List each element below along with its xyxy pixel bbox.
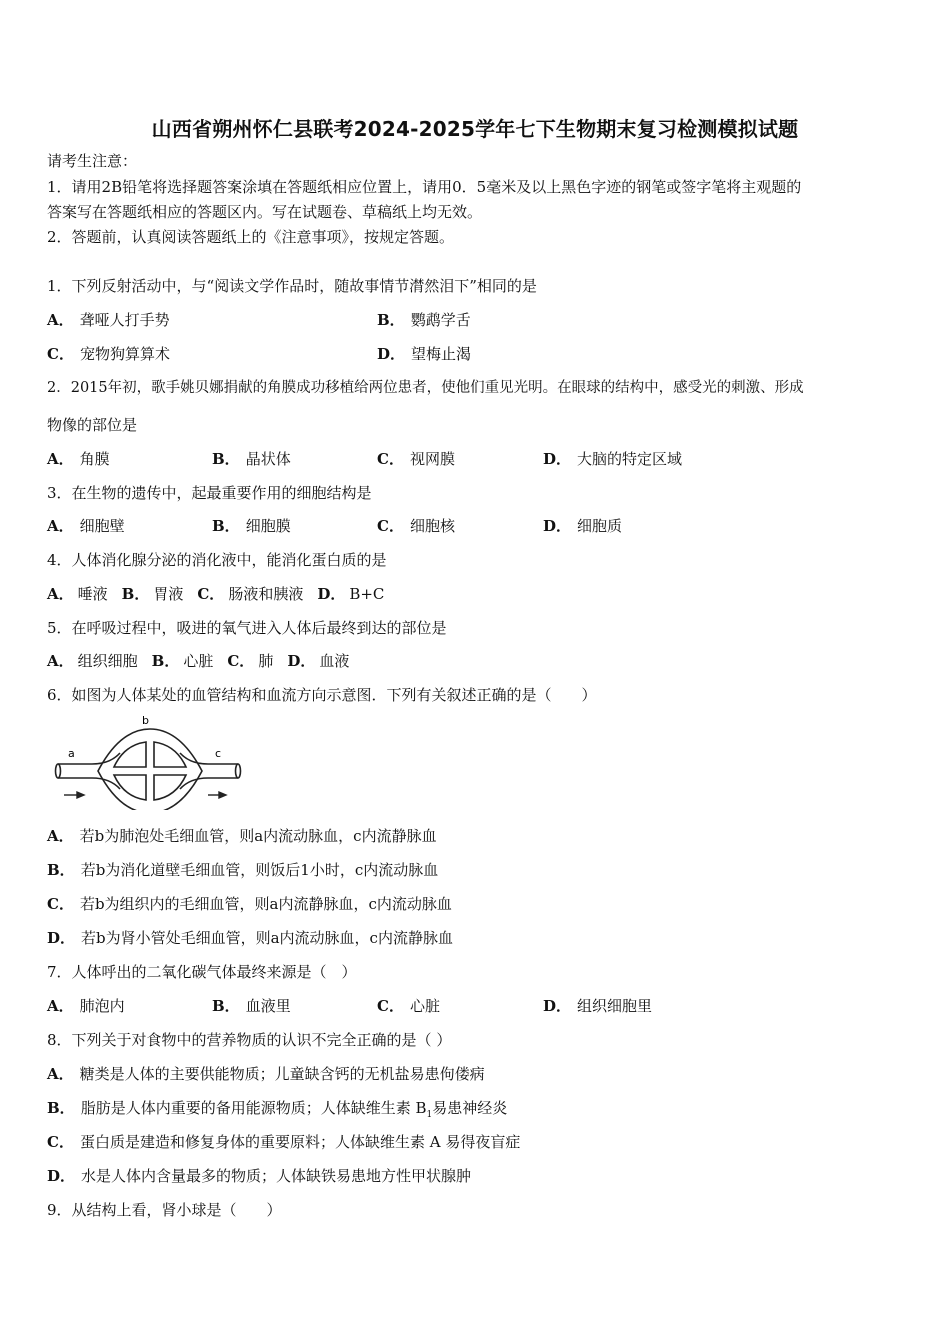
option-text: 细胞膜: [245, 517, 291, 535]
option-label: B．: [212, 450, 240, 468]
vessel-a-end: [56, 764, 61, 778]
option-label: A．: [47, 585, 74, 603]
option-label: C．: [197, 585, 225, 603]
option-label: C．: [227, 652, 255, 670]
arrow-head-icon: [77, 792, 84, 798]
option-label: C．: [377, 450, 404, 468]
vessel-c-top: [180, 753, 238, 764]
option-label: B．: [212, 997, 240, 1015]
blood-vessel-diagram: [50, 715, 250, 810]
notice-item-1: 1．请用2B铅笔将选择题答案涂填在答题纸相应位置上，请用0．5毫米及以上黑色字迹的钢笔或签字笔将主观题的: [47, 178, 802, 196]
option-text: 唾液: [77, 585, 108, 603]
option-label: A．: [47, 652, 74, 670]
notice-item-1-cont: 答案写在答题纸相应的答题区内。写在试题卷、草稿纸上均无效。: [47, 203, 483, 221]
question-4-options: [47, 584, 384, 604]
diagram-label-b: b: [142, 715, 149, 727]
question-3-option-c: [377, 516, 455, 536]
question-6-option-d: [47, 928, 453, 948]
option-label: C．: [47, 895, 74, 913]
option-label: D．: [47, 1167, 76, 1185]
option-label: D．: [287, 652, 316, 670]
question-1-option-a: [47, 310, 170, 330]
question-7-stem: 7．人体呼出的二氧化碳气体最终来源是（ ）: [47, 963, 357, 981]
question-7-option-b: [212, 996, 291, 1016]
question-7-option-a: [47, 996, 125, 1016]
question-5-options: [47, 651, 349, 671]
option-text: 组织细胞里: [577, 997, 653, 1015]
question-2-option-a: [47, 449, 110, 469]
question-6-stem: 6．如图为人体某处的血管结构和血流方向示意图．下列有关叙述正确的是（ ）: [47, 686, 597, 704]
option-text: 视网膜: [409, 450, 455, 468]
option-text: 肠液和胰液: [228, 585, 304, 603]
option-text: 细胞壁: [79, 517, 125, 535]
option-label: B．: [121, 585, 150, 603]
option-label: C．: [377, 517, 404, 535]
option-text: 宠物狗算算术: [79, 345, 170, 363]
option-text: 大脑的特定区域: [577, 450, 683, 468]
option-text: 细胞质: [577, 517, 623, 535]
option-label: A．: [47, 517, 74, 535]
option-text: 组织细胞: [77, 652, 138, 670]
option-text: 心脏: [409, 997, 440, 1015]
question-8-option-b: [47, 1098, 507, 1125]
option-text: 水是人体内含量最多的物质；人体缺铁易患地方性甲状腺肿: [81, 1167, 472, 1185]
option-text: 鹦鹉学舌: [410, 311, 471, 329]
notice-heading: 请考生注意：: [47, 152, 138, 170]
option-text: 角膜: [79, 450, 110, 468]
option-label: B．: [377, 311, 405, 329]
option-label: D．: [543, 517, 572, 535]
option-text: 血液里: [245, 997, 291, 1015]
question-2-option-b: [212, 449, 291, 469]
option-label: D．: [47, 929, 76, 947]
question-4-stem: 4．人体消化腺分泌的消化液中，能消化蛋白质的是: [47, 551, 387, 569]
option-text-cont: 易患神经炎: [432, 1099, 508, 1117]
option-label: A．: [47, 1065, 74, 1083]
option-text: 蛋白质是建造和修复身体的重要原料；人体缺维生素 A 易得夜盲症: [79, 1133, 521, 1151]
question-1-stem: 1．下列反射活动中，与“阅读文学作品时，随故事情节潸然泪下”相同的是: [47, 277, 537, 295]
question-3-stem: 3．在生物的遗传中，起最重要作用的细胞结构是: [47, 484, 372, 502]
vessel-a-bottom: [58, 778, 120, 789]
option-label: A．: [47, 450, 74, 468]
option-label: B．: [151, 652, 180, 670]
page-title: 山西省朔州怀仁县联考2024-2025学年七下生物期末复习检测模拟试题: [151, 117, 799, 141]
option-label: B．: [212, 517, 240, 535]
capillary-outer: [98, 729, 202, 810]
option-text: 肺: [258, 652, 274, 670]
question-7-option-c: [377, 996, 440, 1016]
question-2-stem-cont: 物像的部位是: [47, 416, 138, 434]
option-text: 若b为肾小管处毛细血管，则a内流动脉血，c内流静脉血: [81, 929, 453, 947]
vessel-c-end: [236, 764, 241, 778]
option-text: 糖类是人体的主要供能物质；儿童缺含钙的无机盐易患佝偻病: [79, 1065, 485, 1083]
option-text: 血液: [319, 652, 350, 670]
question-3-option-a: [47, 516, 125, 536]
vessel-c-bottom: [180, 778, 238, 789]
option-label: A．: [47, 311, 74, 329]
option-text: B+C: [349, 585, 385, 603]
question-6-option-b: [47, 860, 438, 880]
option-text: 若b为肺泡处毛细血管，则a内流动脉血，c内流静脉血: [79, 827, 437, 845]
option-text: 晶状体: [245, 450, 291, 468]
question-5-stem: 5．在呼吸过程中，吸进的氧气进入人体后最终到达的部位是: [47, 619, 447, 637]
option-text-subscript: 1: [426, 1110, 433, 1120]
question-8-option-d: [47, 1166, 471, 1186]
question-3-option-b: [212, 516, 291, 536]
question-9-stem: 9．从结构上看，肾小球是（ ）: [47, 1201, 282, 1219]
question-1-option-b: [377, 310, 471, 330]
notice-item-2: 2．答题前，认真阅读答题纸上的《注意事项》，按规定答题。: [47, 228, 455, 246]
question-8-option-a: [47, 1064, 485, 1084]
question-1-option-d: [377, 344, 471, 364]
option-label: A．: [47, 827, 74, 845]
option-text: 肺泡内: [79, 997, 125, 1015]
question-8-option-c: [47, 1132, 520, 1152]
option-text: 心脏: [183, 652, 214, 670]
option-label: D．: [377, 345, 406, 363]
option-text: 细胞核: [409, 517, 455, 535]
question-2-stem: 2．2015年初，歌手姚贝娜捐献的角膜成功移植给两位患者，使他们重见光明。在眼球的结构中，感受光的刺激、形成: [47, 380, 804, 396]
option-text: 脂肪是人体内重要的备用能源物质；人体缺维生素 B: [80, 1099, 427, 1117]
option-label: D．: [543, 997, 572, 1015]
question-3-option-d: [543, 516, 622, 536]
option-label: B．: [47, 861, 75, 879]
option-text: 望梅止渴: [411, 345, 472, 363]
arrow-head-icon: [219, 792, 226, 798]
question-2-option-c: [377, 449, 455, 469]
diagram-label-a: a: [68, 747, 75, 760]
question-6-option-a: [47, 826, 437, 846]
diagram-label-c: c: [215, 747, 222, 760]
option-label: A．: [47, 997, 74, 1015]
option-text: 胃液: [153, 585, 184, 603]
option-label: B．: [47, 1099, 75, 1117]
option-label: C．: [377, 997, 404, 1015]
option-label: C．: [47, 1133, 74, 1151]
question-7-option-d: [543, 996, 652, 1016]
option-label: D．: [317, 585, 346, 603]
option-text: 若b为消化道壁毛细血管，则饭后1小时，c内流动脉血: [80, 861, 439, 879]
option-label: C．: [47, 345, 74, 363]
question-2-option-d: [543, 449, 682, 469]
question-8-stem: 8．下列关于对食物中的营养物质的认识不完全正确的是（ ）: [47, 1031, 452, 1049]
option-label: D．: [543, 450, 572, 468]
option-text: 聋哑人打手势: [79, 311, 170, 329]
question-1-option-c: [47, 344, 170, 364]
question-6-option-c: [47, 894, 452, 914]
option-text: 若b为组织内的毛细血管，则a内流静脉血，c内流动脉血: [79, 895, 452, 913]
